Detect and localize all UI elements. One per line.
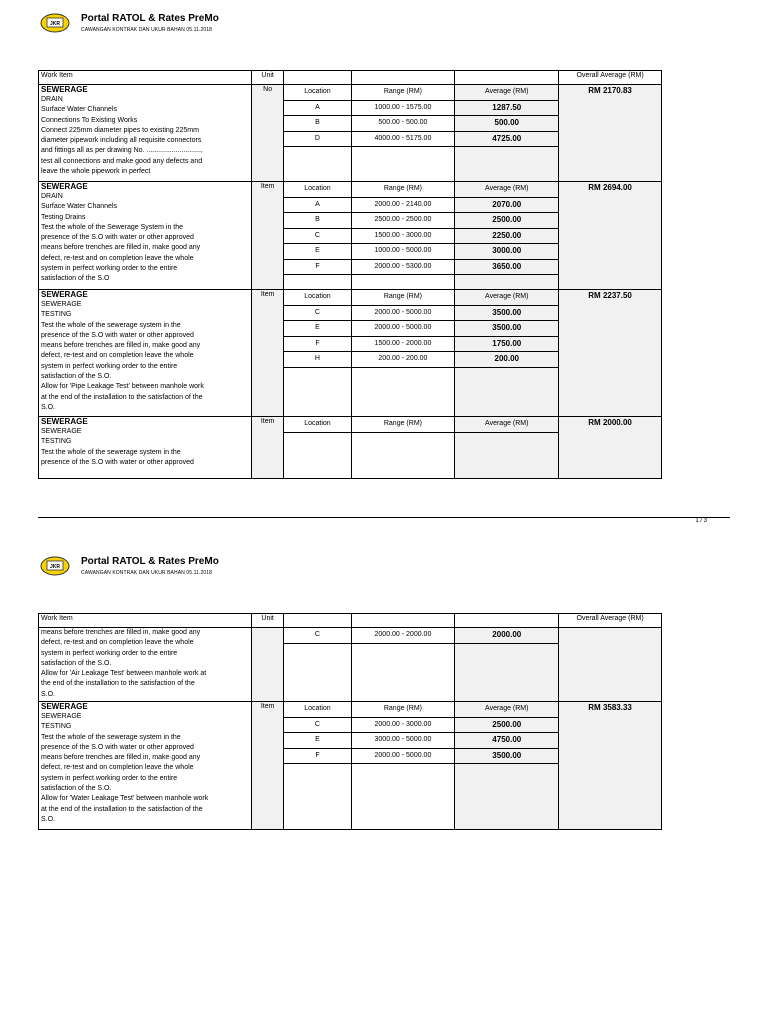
range-column-cell (351, 85, 455, 182)
work-item-description-line: SEWERAGE (41, 301, 82, 308)
work-item-description-line: Connections To Existing Works (41, 116, 138, 124)
work-item-cell (39, 417, 252, 479)
work-item-description-line: and fittings all as per drawing No. ............................, (41, 147, 203, 155)
work-item-cell (39, 290, 252, 417)
table-header-row (39, 71, 662, 85)
average-column-cell (455, 290, 559, 417)
range-subheader: Range (RM) (352, 702, 455, 718)
work-item-description-line: TESTING (41, 723, 72, 731)
work-item-description-line: Connect 225mm diameter pipes to existing 225mm (41, 126, 199, 134)
range-value: 4000.00 - 5175.00 (352, 132, 455, 148)
range-value: 2000.00 - 5000.00 (352, 749, 455, 765)
average-subheader: Average (RM) (455, 702, 558, 718)
average-value: 4750.00 (455, 733, 558, 749)
work-item-description-line: DRAIN (41, 96, 63, 103)
work-item-description-line: at the end of the installation to the satisfaction of the (41, 393, 203, 401)
work-item-description-line: SEWERAGE (41, 428, 82, 435)
overall-average-value (559, 628, 662, 702)
average-value: 3500.00 (455, 306, 558, 322)
work-item-description-line: Test the whole of the sewerage system in the (41, 733, 181, 741)
work-item-description-line: system in perfect working order to the entire (41, 265, 178, 273)
work-item-description-line: means before trenches are filled in, make good any (41, 754, 201, 762)
range-subheader: Range (RM) (352, 182, 455, 198)
range-value: 1000.00 - 1575.00 (352, 101, 455, 117)
location-subheader: Location (284, 290, 350, 306)
location-value: A (284, 198, 350, 214)
average-value: 1750.00 (455, 337, 558, 353)
unit-cell: Item (251, 702, 284, 830)
work-item-description-line: Testing Drains (41, 213, 86, 221)
work-item-row (39, 85, 662, 182)
work-item-row (39, 702, 662, 830)
overall-average-value: RM 2694.00 (559, 182, 662, 290)
location-subheader: Location (284, 85, 350, 101)
page-divider (38, 517, 730, 518)
range-value: 2000.00 - 5300.00 (352, 260, 455, 276)
location-value: B (284, 213, 350, 229)
work-item-description-line: satisfaction of the S.O. (41, 659, 112, 667)
location-value: F (284, 260, 350, 276)
header-work-item: Work Item (39, 614, 252, 628)
work-item-description-line: diameter pipework including all requisite connectors (41, 137, 202, 145)
rates-table-page2 (38, 613, 662, 830)
unit-cell: No (251, 85, 284, 182)
location-column-cell (284, 417, 351, 479)
work-item-description-line: presence of the S.O with water or other approved (41, 458, 194, 466)
work-item-cell (39, 628, 252, 702)
work-item-cell (39, 702, 252, 830)
range-column-cell (351, 290, 455, 417)
average-value: 2070.00 (455, 198, 558, 214)
work-item-description-line: system in perfect working order to the entire (41, 774, 178, 782)
location-column-cell (284, 182, 351, 290)
range-value: 2000.00 - 2000.00 (352, 628, 455, 644)
work-item-cell (39, 85, 252, 182)
header-unit: Unit (251, 71, 284, 85)
work-item-row (39, 628, 662, 702)
work-item-description-line: Test the whole of the sewerage system in the (41, 448, 181, 456)
work-item-description-line: Allow for 'Air Leakage Test' between manhole work at (41, 670, 207, 678)
range-value: 1500.00 - 3000.00 (352, 229, 455, 245)
unit-cell: Item (251, 290, 284, 417)
work-item-title: SEWERAGE (41, 290, 88, 299)
work-item-description-line: Allow for 'Water Leakage Test' between manhole work (41, 795, 209, 803)
work-item-description-line: presence of the S.O with water or other approved (41, 743, 194, 751)
work-item-description-line: presence of the S.O with water or other approved (41, 234, 194, 242)
work-item-description-line: defect, re-test and on completion leave the whole (41, 764, 194, 772)
header-work-item: Work Item (39, 71, 252, 85)
page-number: 1 / 3 (695, 518, 707, 524)
range-value: 1500.00 - 2000.00 (352, 337, 455, 353)
range-value: 500.00 - 500.00 (352, 116, 455, 132)
work-item-cell (39, 182, 252, 290)
overall-average-value: RM 2000.00 (559, 417, 662, 479)
average-value: 4725.00 (455, 132, 558, 148)
range-column-cell (351, 628, 455, 702)
average-value: 2000.00 (455, 628, 558, 644)
work-item-description-line: SEWERAGE (41, 713, 82, 720)
average-value: 3500.00 (455, 749, 558, 765)
average-subheader: Average (RM) (455, 85, 558, 101)
average-column-cell (455, 628, 559, 702)
work-item-description-line: DRAIN (41, 193, 63, 200)
work-item-description-line: system in perfect working order to the entire (41, 649, 178, 657)
average-subheader: Average (RM) (455, 417, 558, 433)
work-item-description-line: defect, re-test and on completion leave the whole (41, 352, 194, 360)
location-value: F (284, 337, 350, 353)
range-column-cell (351, 182, 455, 290)
location-column-cell (284, 85, 351, 182)
location-subheader: Location (284, 702, 350, 718)
work-item-description-line: TESTING (41, 311, 72, 319)
overall-average-value: RM 3583.33 (559, 702, 662, 830)
range-column-cell (351, 702, 455, 830)
work-item-description-line: leave the whole pipework in perfect (41, 168, 151, 176)
average-value: 3000.00 (455, 244, 558, 260)
location-value: C (284, 628, 350, 644)
table-header-row (39, 614, 662, 628)
range-subheader: Range (RM) (352, 85, 455, 101)
work-item-description-line: defect, re-test and on completion leave the whole (41, 639, 194, 647)
location-value: A (284, 101, 350, 117)
work-item-description-line: satisfaction of the S.O (41, 275, 110, 283)
work-item-title: SEWERAGE (41, 85, 88, 94)
page-subtitle: CAWANGAN KONTRAK DAN UKUR BAHAN 05.11.2018 (81, 570, 212, 576)
work-item-description-line: TESTING (41, 438, 72, 446)
range-value: 2500.00 - 2500.00 (352, 213, 455, 229)
unit-cell: Item (251, 417, 284, 479)
average-value: 200.00 (455, 352, 558, 368)
work-item-description-line: at the end of the installation to the satisfaction of the (41, 805, 203, 813)
header-overall: Overall Average (RM) (559, 71, 662, 85)
work-item-description-line: Allow for 'Pipe Leakage Test' between manhole work (41, 383, 204, 391)
work-item-description-line: means before trenches are filled in, make good any (41, 342, 201, 350)
range-value: 200.00 - 200.00 (352, 352, 455, 368)
location-column-cell (284, 702, 351, 830)
average-column-cell (455, 417, 559, 479)
work-item-description-line: Surface Water Channels (41, 106, 117, 114)
svg-text:JKR: JKR (49, 564, 61, 570)
range-subheader: Range (RM) (352, 290, 455, 306)
page-subtitle: CAWANGAN KONTRAK DAN UKUR BAHAN 05.11.2018 (81, 27, 212, 33)
range-value: 3000.00 - 5000.00 (352, 733, 455, 749)
work-item-description-line: the end of the installation to the satisfaction of the (41, 680, 195, 688)
average-value: 2500.00 (455, 718, 558, 734)
location-value: B (284, 116, 350, 132)
average-value: 2500.00 (455, 213, 558, 229)
jkr-logo-icon (40, 555, 70, 577)
average-value: 2250.00 (455, 229, 558, 245)
page-title: Portal RATOL & Rates PreMo (81, 13, 219, 24)
unit-cell (251, 628, 284, 702)
location-column-cell (284, 290, 351, 417)
work-item-description-line: Test the whole of the sewerage system in the (41, 321, 181, 329)
location-value: F (284, 749, 350, 765)
jkr-logo-icon (40, 12, 70, 34)
work-item-description-line: satisfaction of the S.O. (41, 373, 112, 381)
svg-text:JKR: JKR (49, 21, 61, 27)
work-item-description-line: S.O. (41, 690, 56, 698)
work-item-row (39, 182, 662, 290)
average-column-cell (455, 182, 559, 290)
overall-average-value: RM 2237.50 (559, 290, 662, 417)
page-title: Portal RATOL & Rates PreMo (81, 556, 219, 567)
work-item-description-line: S.O. (41, 403, 56, 411)
header-unit: Unit (251, 614, 284, 628)
location-value: E (284, 321, 350, 337)
location-column-cell (284, 628, 351, 702)
location-value: C (284, 306, 350, 322)
location-value: C (284, 229, 350, 245)
location-value: E (284, 244, 350, 260)
unit-cell: Item (251, 182, 284, 290)
work-item-title: SEWERAGE (41, 182, 88, 191)
average-subheader: Average (RM) (455, 290, 558, 306)
header-overall: Overall Average (RM) (559, 614, 662, 628)
location-value: C (284, 718, 350, 734)
range-value: 2000.00 - 5000.00 (352, 306, 455, 322)
range-value: 2000.00 - 5000.00 (352, 321, 455, 337)
work-item-description-line: means before trenches are filled in, make good any (41, 629, 201, 636)
average-subheader: Average (RM) (455, 182, 558, 198)
range-subheader: Range (RM) (352, 417, 455, 433)
average-value: 3500.00 (455, 321, 558, 337)
work-item-description-line: test all connections and make good any defects and (41, 157, 203, 165)
work-item-description-line: S.O. (41, 815, 56, 823)
work-item-description-line: presence of the S.O with water or other approved (41, 331, 194, 339)
work-item-description-line: system in perfect working order to the entire (41, 362, 178, 370)
average-value: 1287.50 (455, 101, 558, 117)
work-item-description-line: Test the whole of the Sewerage System in the (41, 223, 184, 231)
range-column-cell (351, 417, 455, 479)
overall-average-value: RM 2170.83 (559, 85, 662, 182)
location-value: D (284, 132, 350, 148)
average-column-cell (455, 85, 559, 182)
work-item-description-line: means before trenches are filled in, make good any (41, 244, 201, 252)
location-value: E (284, 733, 350, 749)
work-item-description-line: satisfaction of the S.O. (41, 785, 112, 793)
work-item-row (39, 290, 662, 417)
rates-table-page1 (38, 70, 662, 479)
location-subheader: Location (284, 417, 350, 433)
work-item-title: SEWERAGE (41, 417, 88, 426)
work-item-title: SEWERAGE (41, 702, 88, 711)
location-subheader: Location (284, 182, 350, 198)
range-value: 1000.00 - 5000.00 (352, 244, 455, 260)
location-value: H (284, 352, 350, 368)
average-value: 3650.00 (455, 260, 558, 276)
work-item-row (39, 417, 662, 479)
work-item-description-line: Surface Water Channels (41, 203, 117, 211)
average-column-cell (455, 702, 559, 830)
range-value: 2000.00 - 3000.00 (352, 718, 455, 734)
range-value: 2000.00 - 2140.00 (352, 198, 455, 214)
average-value: 500.00 (455, 116, 558, 132)
work-item-description-line: defect, re-test and on completion leave the whole (41, 254, 194, 262)
